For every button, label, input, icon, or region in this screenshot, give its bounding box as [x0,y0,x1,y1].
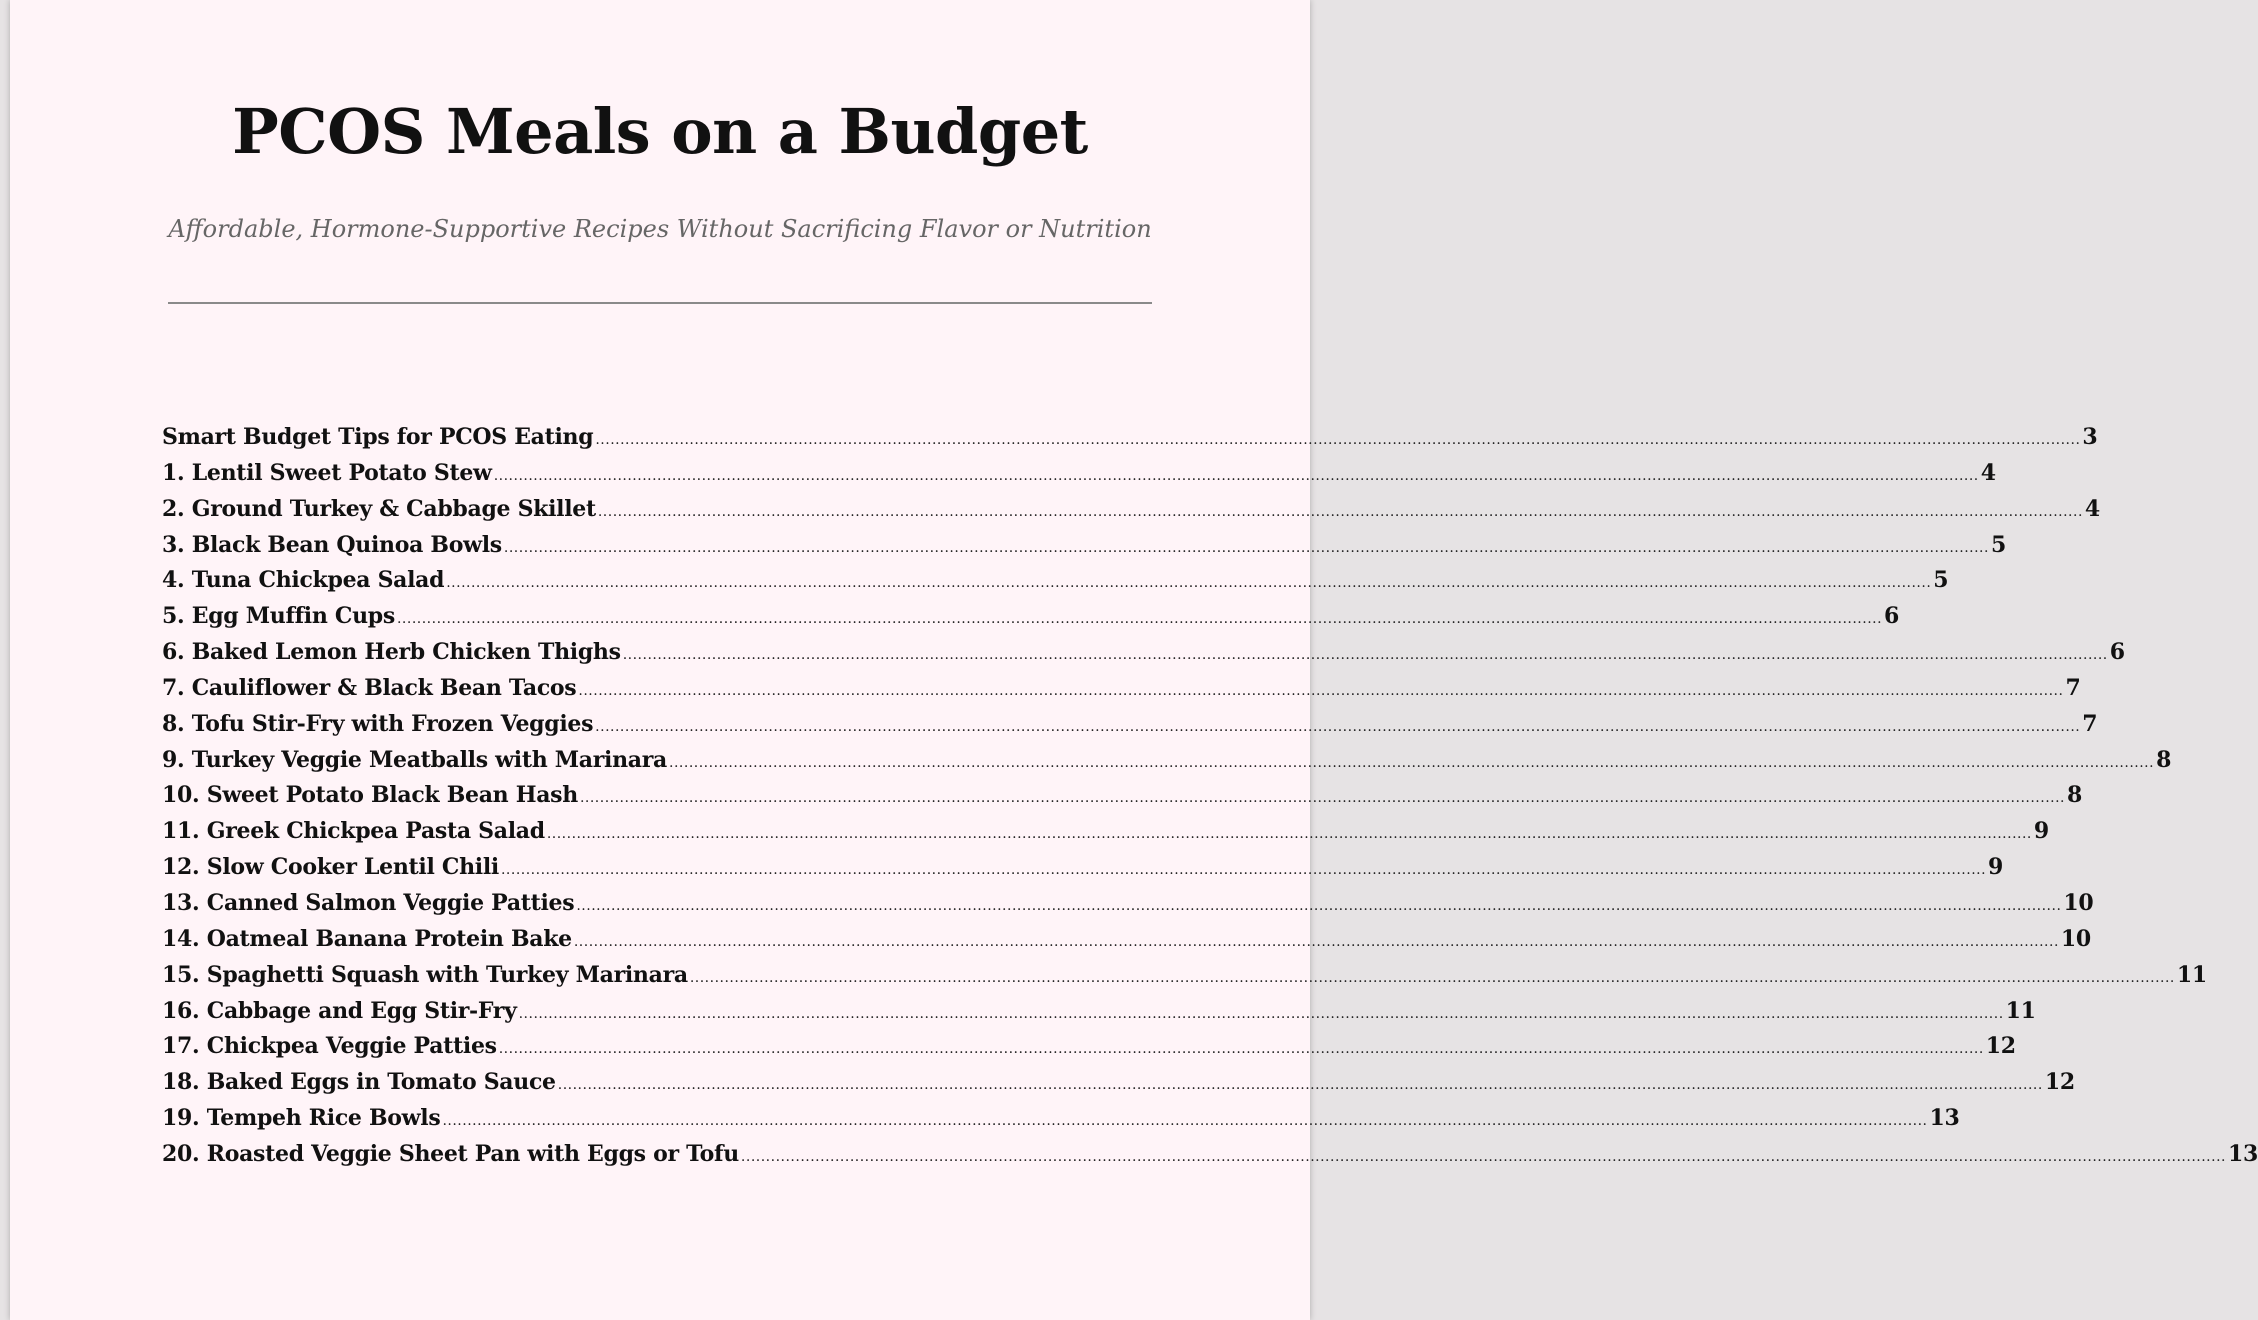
toc-entry[interactable] [162,495,2100,532]
toc-entry-title: 20. Roasted Veggie Sheet Pan with Eggs or Tofu [162,1140,739,1167]
toc-entry-page: 8 [2067,782,2083,809]
toc-dot-leader: ............................................................................................................................................................................................................................................................................................................ [446,575,1932,592]
toc-dot-leader: ............................................................................................................................................................................................................................................................................................................ [500,862,1987,879]
toc-entry-title: 8. Tofu Stir-Fry with Frozen Veggies [162,710,594,737]
toc-entry[interactable] [162,782,2083,818]
toc-entry[interactable] [162,639,2125,675]
title-divider [168,302,1152,304]
toc-entry-title: 16. Cabbage and Egg Stir-Fry [162,997,517,1024]
document-title: PCOS Meals on a Budget [232,95,1088,168]
toc-entry-page: 10 [2060,925,2091,952]
toc-entry-page: 6 [2109,639,2125,666]
toc-dot-leader: ............................................................................................................................................................................................................................................................................................................ [396,611,1883,628]
toc-entry-page: 13 [2227,1140,2258,1167]
toc-entry[interactable] [162,1069,2075,1105]
toc-entry-title: 17. Chickpea Veggie Patties [162,1033,497,1060]
toc-entry-page: 4 [2084,495,2100,522]
toc-dot-leader: ............................................................................................................................................................................................................................................................................................................ [557,1077,2043,1094]
toc-entry[interactable] [162,710,2098,747]
toc-entry[interactable] [162,424,2098,460]
document-subtitle: Affordable, Hormone-Supportive Recipes Without Sacrificing Flavor or Nutrition [168,215,1152,243]
toc-entry-title: 11. Greek Chickpea Pasta Salad [162,818,545,845]
toc-entry[interactable] [162,854,2004,890]
toc-entry[interactable] [162,997,2036,1034]
toc-entry[interactable] [162,1140,2258,1177]
toc-entry-page: 4 [1980,459,1996,486]
toc-entry-page: 6 [1884,603,1900,630]
toc-dot-leader: ............................................................................................................................................................................................................................................................................................................ [595,432,2081,448]
toc-entry-title: 5. Egg Muffin Cups [162,603,395,630]
toc-entry-title: 19. Tempeh Rice Bowls [162,1105,441,1132]
toc-dot-leader: ............................................................................................................................................................................................................................................................................................................ [573,933,2059,950]
toc-entry-page: 11 [2176,961,2207,988]
toc-entry-title: 9. Turkey Veggie Meatballs with Marinara [162,746,668,773]
toc-entry-title: 3. Black Bean Quinoa Bowls [162,531,502,558]
table-of-contents [162,424,2258,1177]
toc-entry-title: 18. Baked Eggs in Tomato Sauce [162,1069,556,1096]
toc-dot-leader: ............................................................................................................................................................................................................................................................................................................ [669,754,2155,771]
toc-dot-leader: ............................................................................................................................................................................................................................................................................................................ [595,718,2081,735]
toc-entry-title: 4. Tuna Chickpea Salad [162,567,445,594]
toc-dot-leader: ............................................................................................................................................................................................................................................................................................................ [498,1041,1984,1058]
toc-entry-page: 3 [2082,424,2098,450]
toc-entry[interactable] [162,1033,2016,1069]
toc-entry-page: 12 [2044,1069,2075,1096]
toc-dot-leader: ............................................................................................................................................................................................................................................................................................................ [503,539,1989,556]
toc-entry-page: 5 [1990,531,2006,558]
toc-dot-leader: ............................................................................................................................................................................................................................................................................................................ [546,826,2032,843]
toc-entry-title: 2. Ground Turkey & Cabbage Skillet [162,495,596,522]
toc-entry[interactable] [162,603,1900,639]
toc-entry-title: 10. Sweet Potato Black Bean Hash [162,782,578,809]
toc-entry-title: 6. Baked Lemon Herb Chicken Thighs [162,639,621,666]
toc-dot-leader: ............................................................................................................................................................................................................................................................................................................ [578,682,2064,699]
toc-dot-leader: ............................................................................................................................................................................................................................................................................................................ [576,897,2062,914]
toc-entry-title: 13. Canned Salmon Veggie Patties [162,889,575,916]
toc-entry-page: 7 [2065,674,2081,701]
toc-entry[interactable] [162,459,1996,496]
toc-dot-leader: ............................................................................................................................................................................................................................................................................................................ [442,1113,1928,1130]
toc-dot-leader: ............................................................................................................................................................................................................................................................................................................ [622,647,2108,664]
toc-dot-leader: ............................................................................................................................................................................................................................................................................................................ [740,1148,2226,1165]
toc-entry-page: 10 [2063,889,2094,916]
toc-entry[interactable] [162,925,2091,962]
toc-dot-leader: ............................................................................................................................................................................................................................................................................................................ [518,1005,2004,1022]
toc-entry[interactable] [162,674,2081,711]
toc-entry[interactable] [162,531,2006,568]
toc-dot-leader: ............................................................................................................................................................................................................................................................................................................ [579,790,2066,807]
toc-entry-title: 7. Cauliflower & Black Bean Tacos [162,674,577,701]
document-page [10,0,2258,1320]
toc-entry[interactable] [162,889,2094,926]
toc-entry-page: 11 [2005,997,2036,1024]
toc-entry-title: 1. Lentil Sweet Potato Stew [162,459,492,486]
toc-entry-page: 9 [2033,818,2049,845]
toc-entry-page: 13 [1929,1105,1960,1132]
toc-entry-title: 12. Slow Cooker Lentil Chili [162,854,499,881]
toc-entry[interactable] [162,567,1949,603]
toc-dot-leader: ............................................................................................................................................................................................................................................................................................................ [493,467,1979,484]
toc-entry-title: Smart Budget Tips for PCOS Eating [162,424,594,450]
toc-entry[interactable] [162,961,2207,998]
toc-entry-page: 9 [1988,854,2004,881]
toc-entry[interactable] [162,746,2172,783]
toc-dot-leader: ............................................................................................................................................................................................................................................................................................................ [597,503,2083,520]
toc-entry-title: 14. Oatmeal Banana Protein Bake [162,925,572,952]
toc-entry[interactable] [162,818,2049,854]
toc-entry-page: 8 [2156,746,2172,773]
toc-entry-page: 12 [1985,1033,2016,1060]
toc-entry-page: 5 [1933,567,1949,594]
toc-entry-page: 7 [2082,710,2098,737]
toc-entry[interactable] [162,1105,1960,1141]
toc-entry-title: 15. Spaghetti Squash with Turkey Marinara [162,961,688,988]
toc-dot-leader: ............................................................................................................................................................................................................................................................................................................ [689,969,2175,986]
